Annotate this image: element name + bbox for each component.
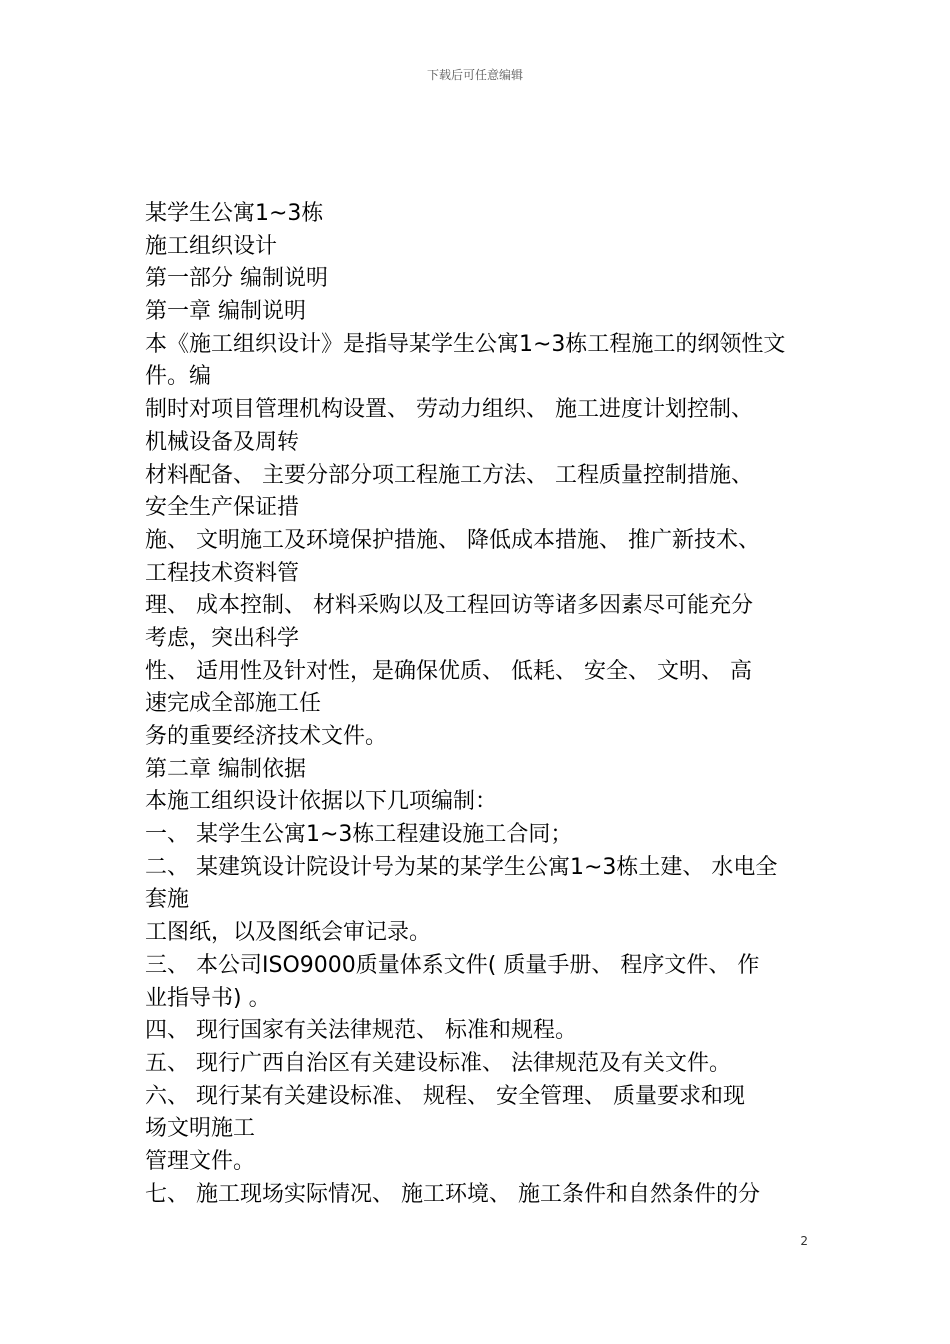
list-item-1: 一、 某学生公寓1~3栋工程建设施工合同； [145,822,573,848]
paragraph-line: 工程技术资料管 [145,560,300,586]
document-body [145,198,810,1211]
list-item-5: 五、 现行广西自治区有关建设标准、 法律规范及有关文件。 [145,1050,731,1076]
paragraph-line: 安全生产保证措 [145,495,300,521]
list-item-6: 六、 现行某有关建设标准、 规程、 安全管理、 质量要求和现 [145,1083,745,1109]
paragraph-line: 机械设备及周转 [145,429,300,455]
paragraph-line: 务的重要经济技术文件。 [145,724,388,749]
paragraph-line: 材料配备、 主要分部分项工程施工方法、 工程质量控制措施、 [145,462,753,488]
paragraph-line: 制时对项目管理机构设置、 劳动力组织、 施工进度计划控制、 [145,397,753,423]
paragraph-line: 性、 适用性及针对性，是确保优质、 低耗、 安全、 文明、 高 [145,658,752,684]
chapter-2-heading: 第二章 编制依据 [145,756,306,782]
doc-title-line-2: 施工组织设计 [145,233,278,259]
list-item-2-cont: 工图纸，以及图纸会审记录。 [145,920,432,946]
doc-title-line-1: 某学生公寓1~3栋 [145,201,324,226]
page-number: 2 [800,1234,808,1248]
paragraph-line: 本施工组织设计依据以下几项编制： [145,789,498,815]
page-header-note: 下载后可任意编辑 [426,68,523,82]
list-item-7: 七、 施工现场实际情况、 施工环境、 施工条件和自然条件的分 [145,1181,760,1207]
paragraph-line: 件。编 [145,364,212,390]
paragraph-line: 本《施工组织设计》是指导某学生公寓1~3栋工程施工的纲领性文 [145,331,786,357]
list-item-2-cont: 套施 [145,887,190,913]
list-item-6-cont: 场文明施工 [145,1116,256,1142]
part-heading: 第一部分 编制说明 [145,266,328,292]
list-item-3-cont: 业指导书) 。 [145,985,271,1011]
chapter-1-heading: 第一章 编制说明 [145,299,306,325]
paragraph-line: 考虑，突出科学 [145,625,300,651]
paragraph-line: 速完成全部施工任 [145,691,322,717]
paragraph-line: 理、 成本控制、 材料采购以及工程回访等诸多因素尽可能充分 [145,593,753,619]
list-item-6-cont: 管理文件。 [145,1148,256,1174]
list-item-2: 二、 某建筑设计院设计号为某的某学生公寓1~3栋土建、 水电全 [145,854,778,880]
list-item-4: 四、 现行国家有关法律规范、 标准和规程。 [145,1018,577,1044]
paragraph-line: 施、 文明施工及环境保护措施、 降低成本措施、 推广新技术、 [145,527,760,553]
list-item-3: 三、 本公司ISO9000质量体系文件( 质量手册、 程序文件、 作 [145,952,760,978]
